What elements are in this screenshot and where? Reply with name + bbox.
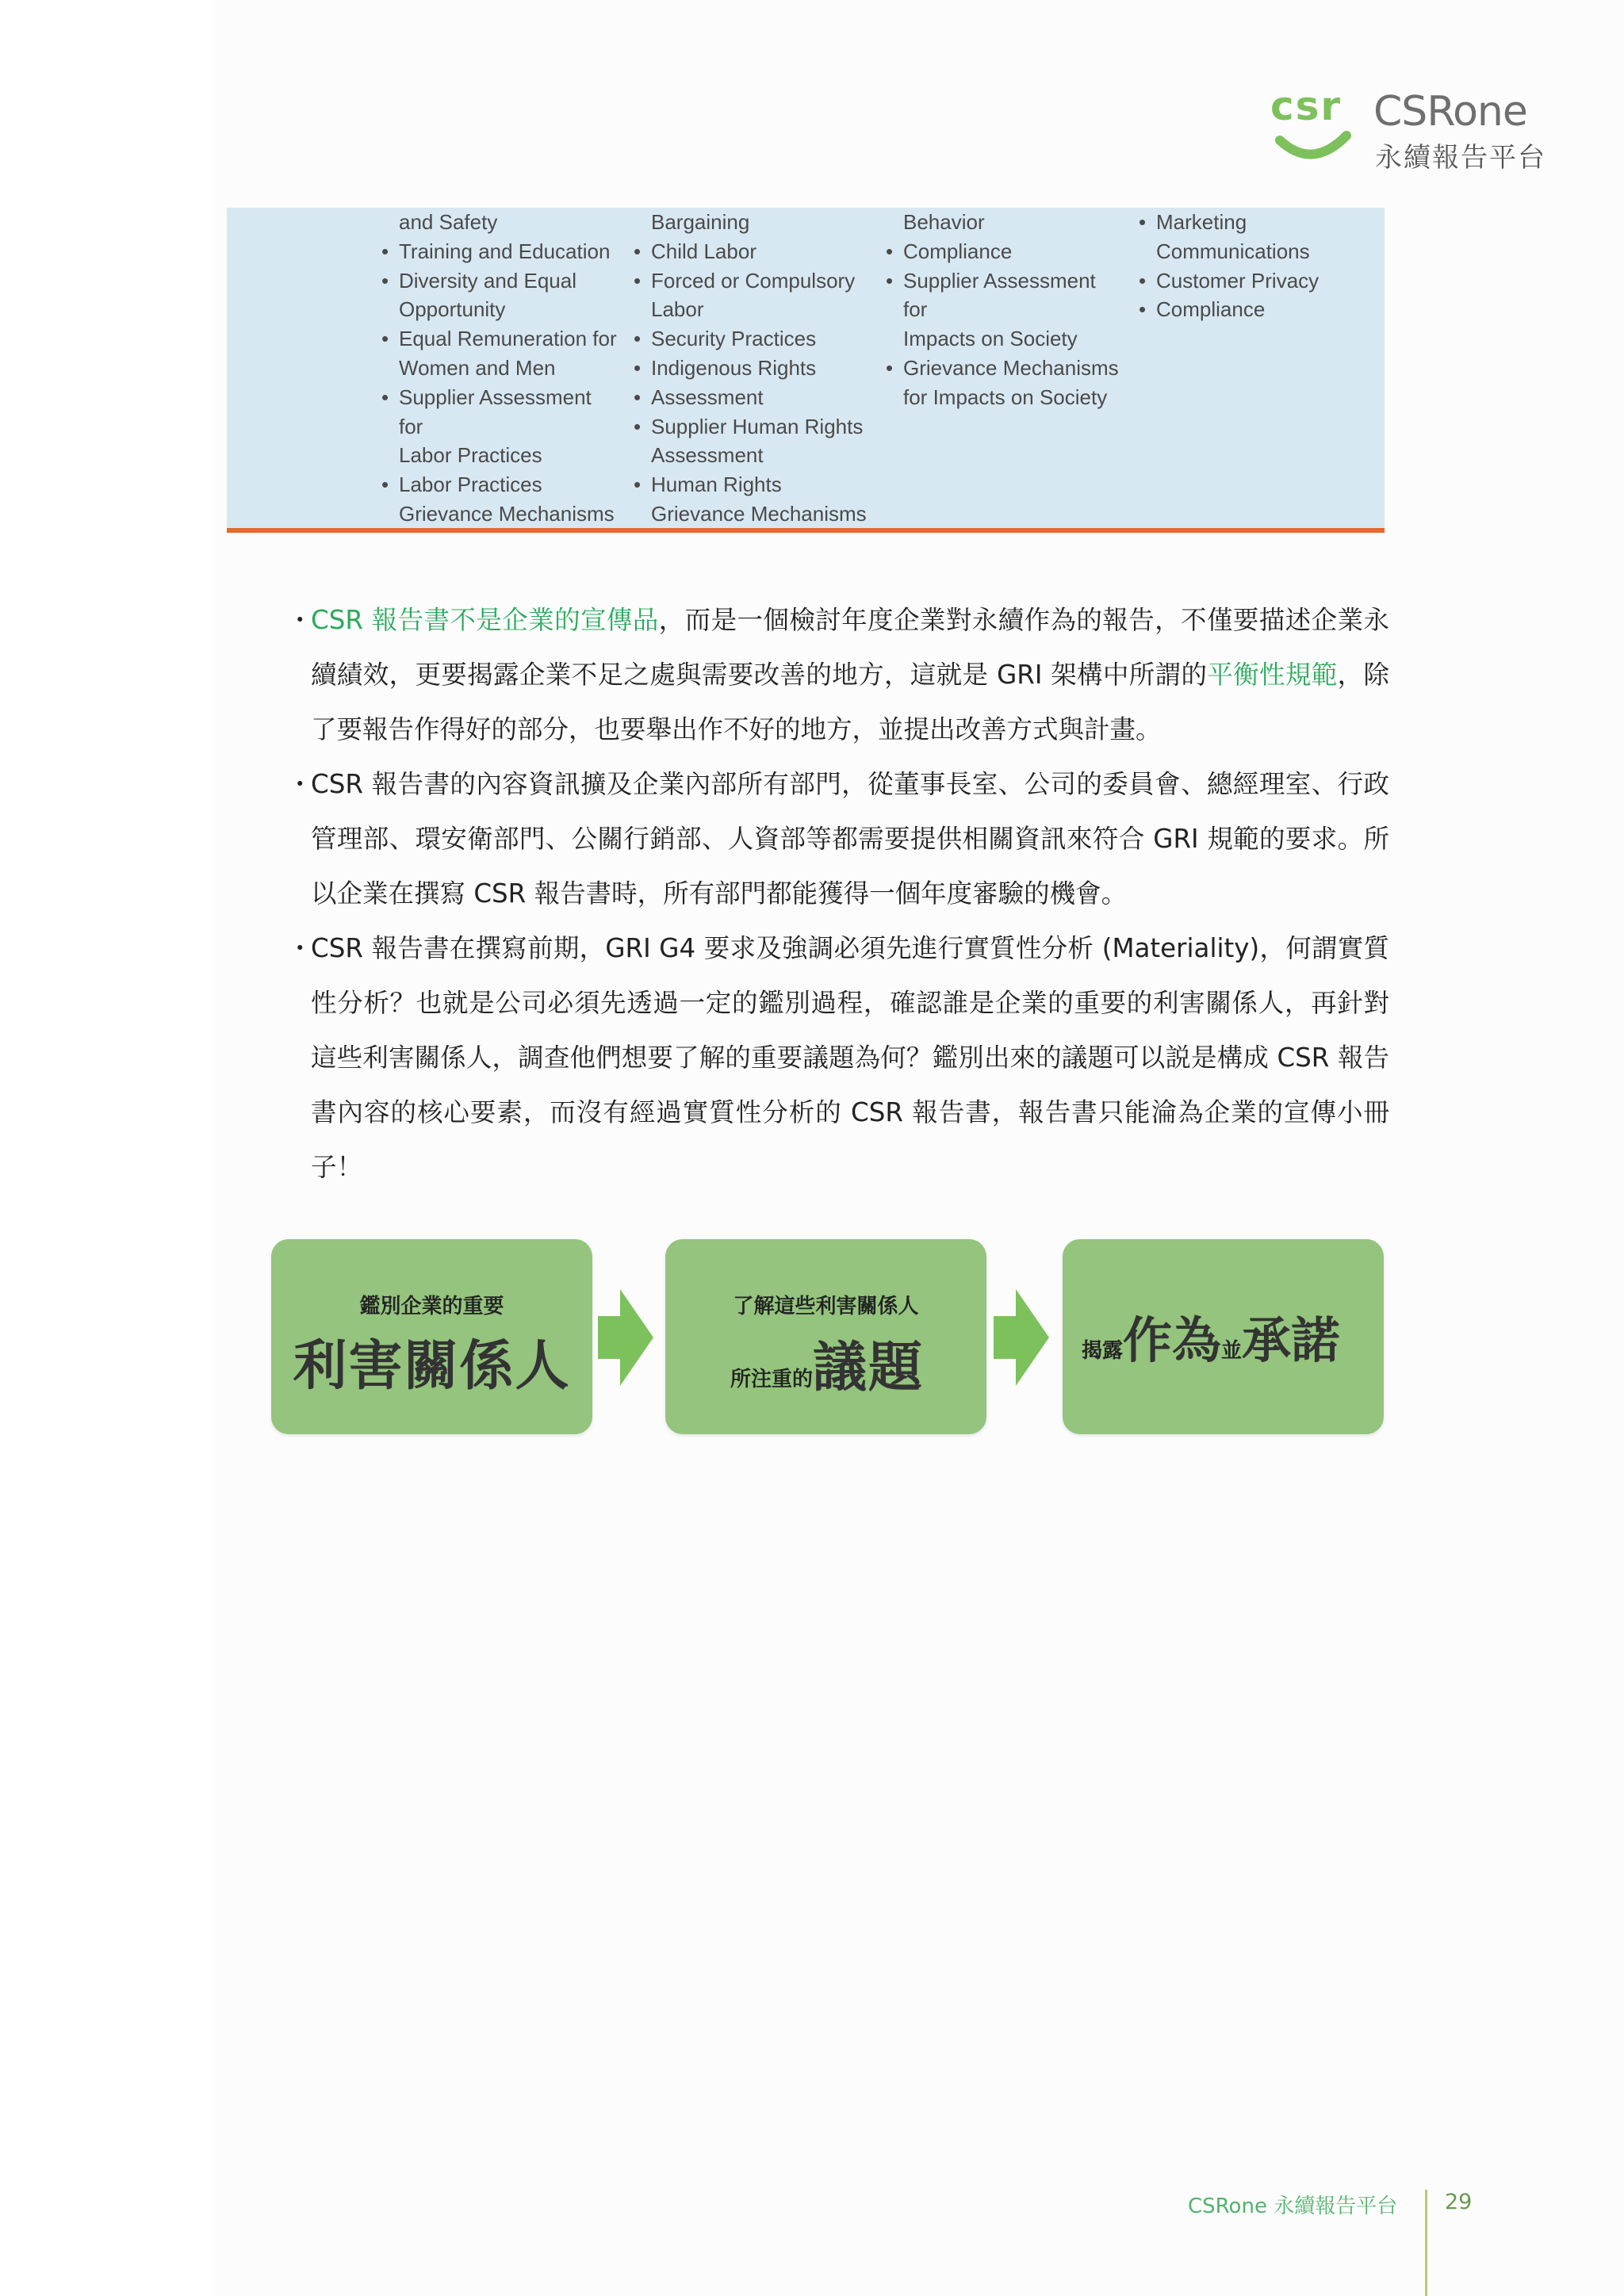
gri-aspect-item: • Customer Privacy <box>1139 266 1377 296</box>
gri-aspect-item: • Compliance <box>1139 295 1377 324</box>
gri-aspect-item: • Supplier Assessment for Impacts on Society <box>886 266 1124 354</box>
body-paragraph <box>287 757 1389 921</box>
flow-step-2-title: 議題 <box>813 1337 925 1399</box>
flow-step-1-title: 利害關係人 <box>293 1335 571 1398</box>
gri-aspect-item: • Human Rights Grievance Mechanisms <box>634 470 871 529</box>
gri-aspect-item: and Safety <box>399 210 498 234</box>
paragraph-text: ，除了要報告作得好的部分，也要舉出作不好的地方，並提出改善方式與計畫。 <box>311 660 1389 744</box>
flow-arrow-icon <box>598 1289 653 1386</box>
gri-aspect-item: • Diversity and Equal Opportunity <box>381 266 619 325</box>
gri-aspect-item: • Marketing Communications <box>1139 208 1377 266</box>
flow-step-disclose-commit <box>1063 1239 1384 1434</box>
csr-smile-logo-icon <box>1269 83 1356 170</box>
flow-step-identify-stakeholders <box>271 1239 592 1434</box>
footer-brand: CSRone 永續報告平台 <box>1188 2195 1398 2218</box>
bullet-dot: ・ <box>287 769 313 799</box>
gri-aspect-item: • Forced or Compulsory Labor <box>634 266 871 325</box>
gri-aspect-item: Bargaining <box>651 210 750 234</box>
gri-aspect-item: • Supplier Human Rights Assessment <box>634 412 871 471</box>
body-paragraph <box>287 921 1389 1195</box>
flow-arrow-icon <box>994 1289 1049 1386</box>
bullet-dot: ・ <box>287 605 313 635</box>
flow-step-3-word1: 作為 <box>1123 1311 1222 1369</box>
flow-step-2-line <box>730 1325 924 1402</box>
flow-step-2-caption: 了解這些利害關係人 <box>733 1295 919 1318</box>
csrone-logo <box>1269 83 1546 174</box>
body-text <box>287 593 1389 1195</box>
gri-aspect-item: Behavior <box>903 210 985 234</box>
gri-aspect-item: • Child Labor <box>634 237 871 266</box>
gri-aspect-item: • Security Practices <box>634 324 871 354</box>
logo-mark-text: csr <box>1270 83 1342 129</box>
gri-aspect-item: • Grievance Mechanisms for Impacts on Society <box>886 354 1124 412</box>
body-paragraph <box>287 593 1389 757</box>
paragraph-text: CSR 報告書在撰寫前期，GRI G4 要求及強調必須先進行實質性分析 (Materiality)，何謂實質性分析？也就是公司必須先透過一定的鑑別過程，確認誰是企業的重要的利害關係人，再針對這些利害關係人，調查他們想要了解的重要議題為何？鑑別出來的議題可以説是構成 CSR 報告書內容的核心要素，而沒有經過實質性分析的 CSR 報告書，報告書只能淪為企業的宣傳小冊子！ <box>311 933 1389 1182</box>
bullet-dot: ・ <box>287 933 313 963</box>
gri-aspect-item: • Supplier Assessment for Labor Practices <box>381 383 619 470</box>
footer-divider <box>1425 2190 1427 2296</box>
gri-aspect-item: • Labor Practices Grievance Mechanisms <box>381 470 619 529</box>
gri-aspects-table <box>227 208 1385 533</box>
gri-aspect-item: • Compliance <box>886 237 1124 266</box>
highlighted-phrase: CSR 報告書不是企業的宣傳品 <box>311 605 659 635</box>
flow-step-3-pre: 揭露 <box>1082 1339 1124 1363</box>
flow-step-2-prefix: 所注重的 <box>730 1368 814 1391</box>
paragraph-text: CSR 報告書的內容資訊擴及企業內部所有部門，從董事長室、公司的委員會、總經理室、行政管理部、環安衛部門、公關行銷部、人資部等都需要提供相關資訊來符合 GRI 規範的要求。所以企業在撰寫 CSR 報告書時，所有部門都能獲得一個年度審驗的機會。 <box>311 769 1389 909</box>
paragraph-text: ，而是一個檢討年度企業對永續作為的報告，不僅要描述企業永續績效，更要揭露企業不足之處與需要改善的地方，這就是 GRI 架構中所謂的 <box>311 605 1389 690</box>
flow-step-3-word2: 承諾 <box>1242 1311 1341 1369</box>
gri-column <box>634 208 871 529</box>
gri-column <box>1139 208 1377 324</box>
gri-column <box>886 208 1124 412</box>
flow-step-3-mid: 並 <box>1221 1339 1243 1363</box>
flow-step-3-line <box>1082 1301 1340 1372</box>
page-number: 29 <box>1445 2190 1473 2214</box>
gri-aspect-item: • Assessment <box>634 383 871 412</box>
flow-step-understand-issues <box>665 1239 986 1434</box>
gri-aspect-item: • Equal Remuneration for Women and Men <box>381 324 619 383</box>
flow-step-1-caption: 鑑別企業的重要 <box>359 1295 504 1318</box>
logo-name: CSRone <box>1373 88 1527 136</box>
highlighted-phrase: 平衡性規範 <box>1207 660 1338 690</box>
gri-aspect-item: • Indigenous Rights <box>634 354 871 383</box>
logo-subtitle: 永續報告平台 <box>1375 142 1546 174</box>
gri-aspect-item: • Training and Education <box>381 237 619 266</box>
gri-column <box>381 208 619 529</box>
